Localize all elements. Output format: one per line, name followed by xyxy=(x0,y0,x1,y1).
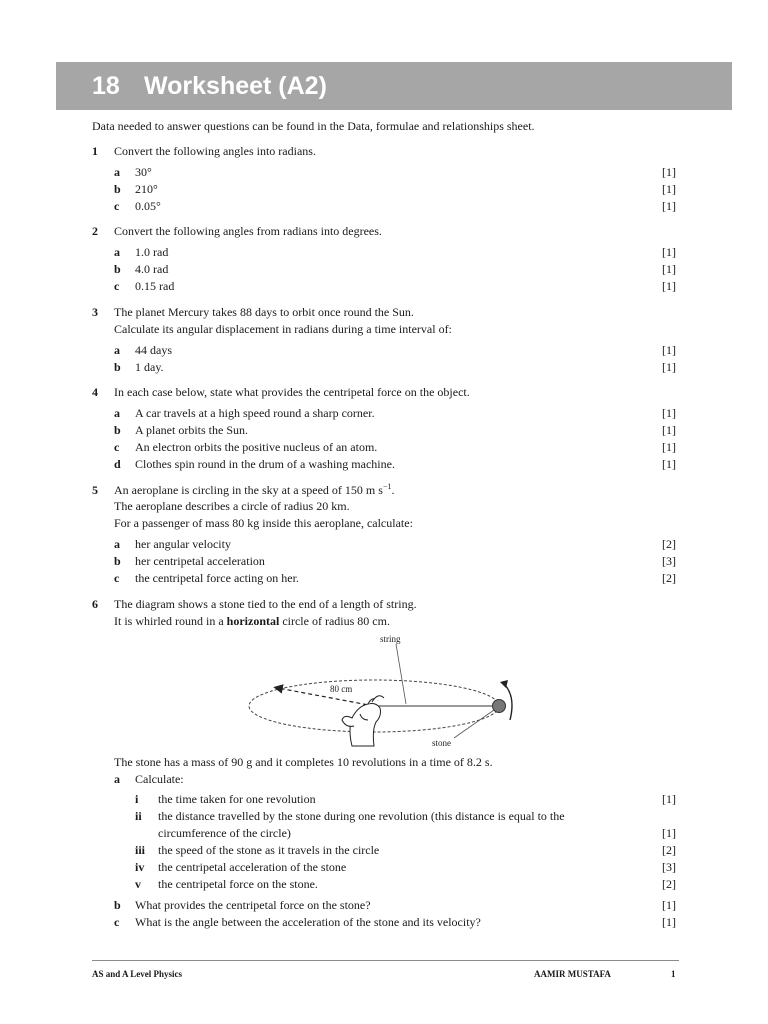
q6a-iii-text: the speed of the stone as it travels in the circle xyxy=(158,843,380,857)
q4d-marks: [1] xyxy=(662,457,676,471)
q6a-i-label: i xyxy=(135,792,139,806)
q2-text: Convert the following angles from radians into degrees. xyxy=(114,224,382,238)
rotation-arc xyxy=(504,684,512,720)
q1b-label: b xyxy=(114,182,121,196)
stone-icon xyxy=(493,700,506,713)
q1a-text: 30° xyxy=(135,165,152,179)
stone-circle-diagram xyxy=(248,630,528,754)
q6a-i-text: the time taken for one revolution xyxy=(158,792,316,806)
q6a-iii-marks: [2] xyxy=(662,843,676,857)
q3-line2: Calculate its angular displacement in radians during a time interval of: xyxy=(114,322,452,336)
q6-line2-bold: horizontal xyxy=(226,614,280,628)
q6a-i-marks: [1] xyxy=(662,792,676,806)
q6c-label: c xyxy=(114,915,120,929)
footer-divider xyxy=(92,960,679,961)
q6-line2-end: circle of radius 80 cm. xyxy=(279,614,390,628)
q5c-marks: [2] xyxy=(662,571,676,585)
q6b-marks: [1] xyxy=(662,898,676,912)
q5-number: 5 xyxy=(92,483,98,497)
q6a-label: a xyxy=(114,772,120,786)
worksheet-header xyxy=(56,62,732,110)
string-leader-line xyxy=(396,644,406,704)
q2c-label: c xyxy=(114,279,120,293)
q4a-text: A car travels at a high speed round a sharp corner. xyxy=(135,406,375,420)
q6a-ii-text: the distance travelled by the stone during one revolution (this distance is equal to the xyxy=(158,809,565,823)
q1b-marks: [1] xyxy=(662,182,676,196)
stone-label: stone xyxy=(432,738,451,748)
q5-line1 xyxy=(114,483,394,497)
q2a-text: 1.0 rad xyxy=(135,245,169,259)
q3a-label: a xyxy=(114,343,120,357)
worksheet-number: 18 xyxy=(92,72,120,100)
q3b-text: 1 day. xyxy=(135,360,164,374)
intro-text: Data needed to answer questions can be found in the Data, formulae and relationships sheet. xyxy=(92,119,535,133)
q5b-label: b xyxy=(114,554,121,568)
q6a-ii-label: ii xyxy=(135,809,142,823)
q1-text: Convert the following angles into radians. xyxy=(114,144,316,158)
q4c-marks: [1] xyxy=(662,440,676,454)
q4b-label: b xyxy=(114,423,121,437)
hand-icon xyxy=(342,696,384,746)
q4a-marks: [1] xyxy=(662,406,676,420)
stone-leader-line xyxy=(454,710,494,738)
q4b-marks: [1] xyxy=(662,423,676,437)
q6a-text: Calculate: xyxy=(135,772,184,786)
q4a-label: a xyxy=(114,406,120,420)
q6-line2-start: It is whirled round in a xyxy=(114,614,227,628)
q4-text: In each case below, state what provides the centripetal force on the object. xyxy=(114,385,470,399)
q5-line3: For a passenger of mass 80 kg inside this aeroplane, calculate: xyxy=(114,516,413,530)
q3-number: 3 xyxy=(92,305,98,319)
q3b-marks: [1] xyxy=(662,360,676,374)
q3-line1: The planet Mercury takes 88 days to orbit once round the Sun. xyxy=(114,305,414,319)
q5-line1-end: . xyxy=(391,483,395,497)
q1-number: 1 xyxy=(92,144,98,158)
q3a-text: 44 days xyxy=(135,343,172,357)
q6b-label: b xyxy=(114,898,121,912)
radius-arrow xyxy=(278,688,374,706)
q6a-v-text: the centripetal force on the stone. xyxy=(158,877,318,891)
q1a-label: a xyxy=(114,165,120,179)
q6a-v-marks: [2] xyxy=(662,877,676,891)
q1c-label: c xyxy=(114,199,120,213)
q4b-text: A planet orbits the Sun. xyxy=(135,423,248,437)
q6-line3: The stone has a mass of 90 g and it completes 10 revolutions in a time of 8.2 s. xyxy=(114,755,493,769)
q2b-text: 4.0 rad xyxy=(135,262,169,276)
q4c-label: c xyxy=(114,440,120,454)
footer-author: AAMIR MUSTAFA xyxy=(534,969,611,979)
q6a-v-label: v xyxy=(135,877,141,891)
q5b-marks: [3] xyxy=(662,554,676,568)
q6a-iv-label: iv xyxy=(135,860,145,874)
q6a-iii-label: iii xyxy=(135,843,146,857)
q2c-text: 0.15 rad xyxy=(135,279,175,293)
q4d-text: Clothes spin round in the drum of a washing machine. xyxy=(135,457,395,471)
q4c-text: An electron orbits the positive nucleus of an atom. xyxy=(135,440,378,454)
q5c-text: the centripetal force acting on her. xyxy=(135,571,299,585)
q4-number: 4 xyxy=(92,385,98,399)
q5a-marks: [2] xyxy=(662,537,676,551)
footer-page-number: 1 xyxy=(671,969,676,979)
q2a-label: a xyxy=(114,245,120,259)
q6b-text: What provides the centripetal force on the stone? xyxy=(135,898,371,912)
q5-line2: The aeroplane describes a circle of radius 20 km. xyxy=(114,499,350,513)
q6a-iv-text: the centripetal acceleration of the stone xyxy=(158,860,347,874)
q3b-label: b xyxy=(114,360,121,374)
radius-label: 80 cm xyxy=(330,684,353,694)
q6c-marks: [1] xyxy=(662,915,676,929)
q6a-iv-marks: [3] xyxy=(662,860,676,874)
q5-line1-text: An aeroplane is circling in the sky at a speed of 150 m s xyxy=(114,483,383,497)
q6-line1: The diagram shows a stone tied to the end of a length of string. xyxy=(114,597,417,611)
string-label: string xyxy=(380,634,401,644)
q1c-marks: [1] xyxy=(662,199,676,213)
q1c-text: 0.05° xyxy=(135,199,161,213)
q6a-ii-text-cont: circumference of the circle) xyxy=(158,826,291,840)
q4d-label: d xyxy=(114,457,121,471)
q5c-label: c xyxy=(114,571,120,585)
q1b-text: 210° xyxy=(135,182,158,196)
q5b-text: her centripetal acceleration xyxy=(135,554,265,568)
q6c-text: What is the angle between the acceleration of the stone and its velocity? xyxy=(135,915,481,929)
q6a-ii-marks: [1] xyxy=(662,826,676,840)
q1a-marks: [1] xyxy=(662,165,676,179)
q6-line2 xyxy=(114,614,390,628)
q2b-label: b xyxy=(114,262,121,276)
q2b-marks: [1] xyxy=(662,262,676,276)
q2a-marks: [1] xyxy=(662,245,676,259)
q5a-label: a xyxy=(114,537,120,551)
footer-course: AS and A Level Physics xyxy=(92,969,183,979)
q6-number: 6 xyxy=(92,597,98,611)
q2-number: 2 xyxy=(92,224,98,238)
q5-line1-exponent: −1 xyxy=(382,482,392,491)
q3a-marks: [1] xyxy=(662,343,676,357)
q2c-marks: [1] xyxy=(662,279,676,293)
q5a-text: her angular velocity xyxy=(135,537,231,551)
worksheet-title: Worksheet (A2) xyxy=(144,72,327,100)
